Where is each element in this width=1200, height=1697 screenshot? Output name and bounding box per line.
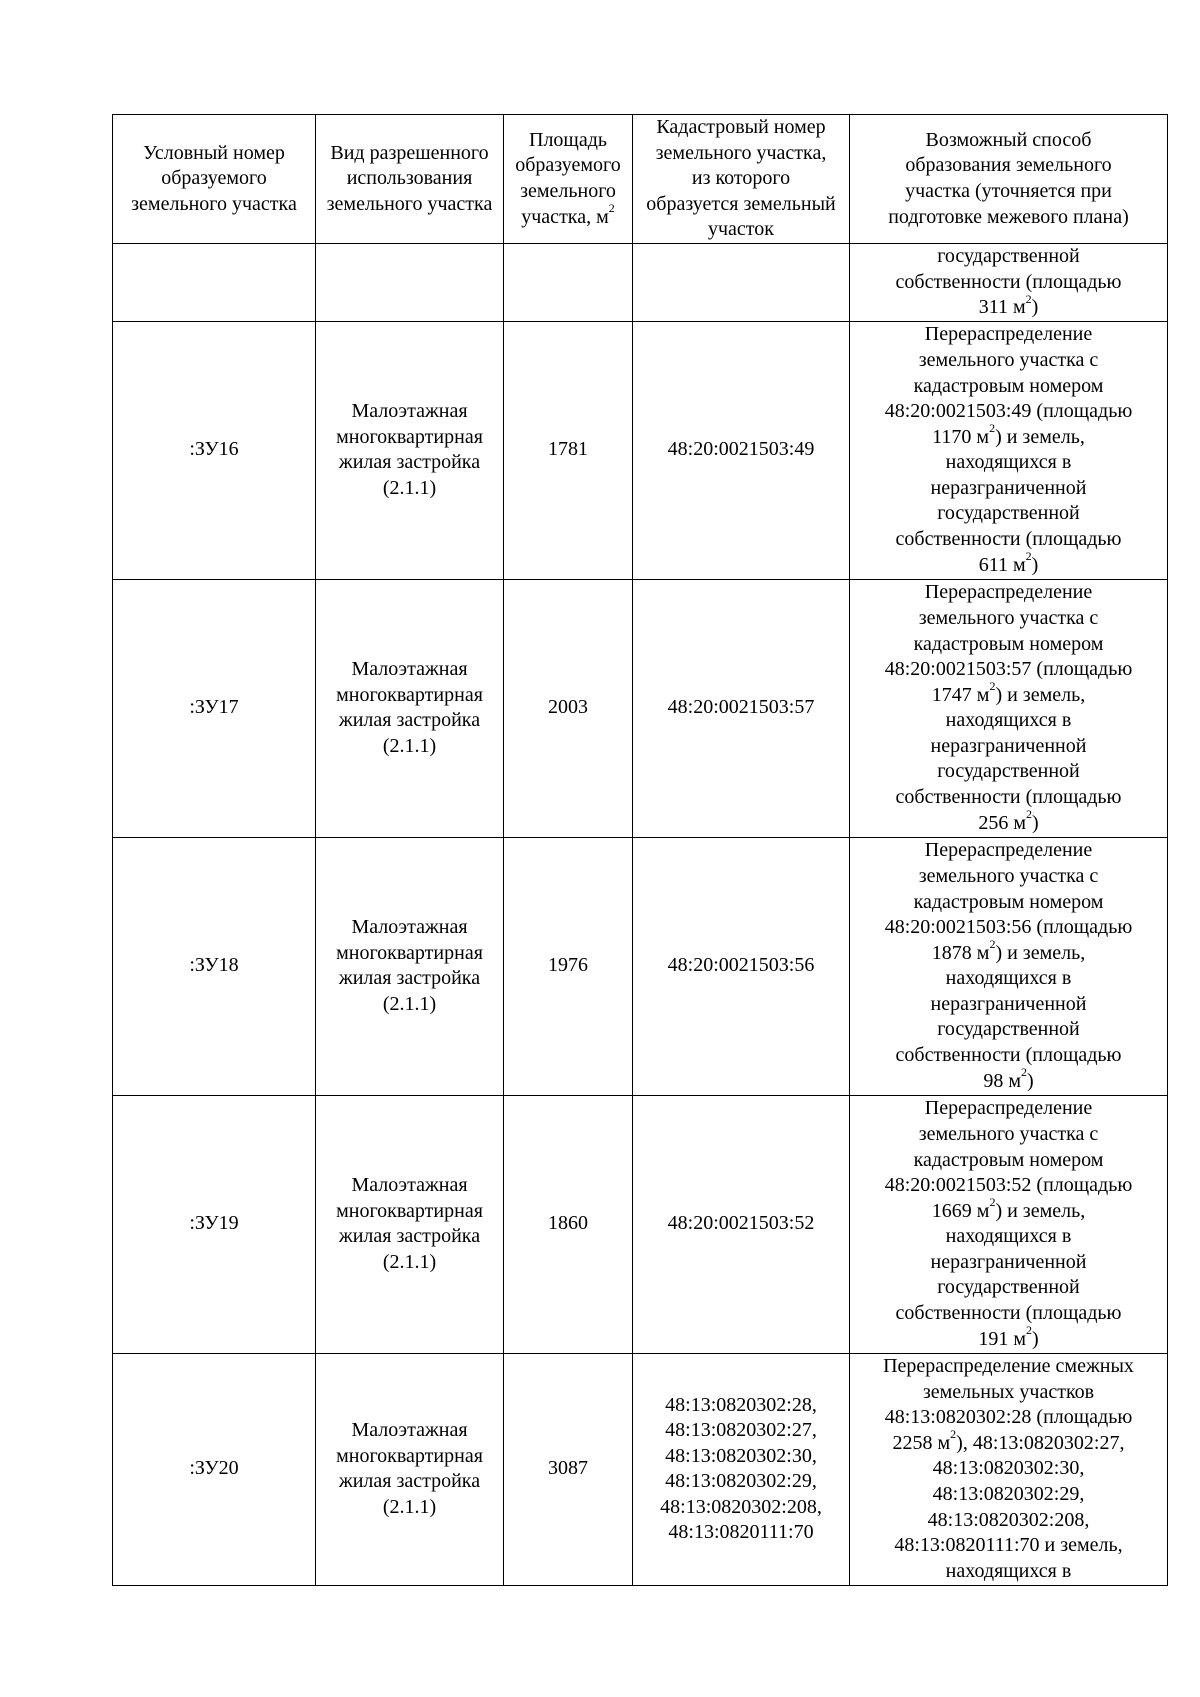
cell-plot-number: :ЗУ16	[113, 321, 316, 579]
cell-area: 1781	[504, 321, 633, 579]
table-row	[113, 1353, 1168, 1585]
cell-empty	[316, 244, 504, 322]
cell-empty	[113, 244, 316, 322]
cell-source-cadastral: 48:20:0021503:57	[633, 579, 850, 837]
header-plot-number: Условный номер образуемого земельного участка	[113, 115, 316, 244]
cell-formation-method: Перераспределение земельного участка с кадастровым номером 48:20:0021503:52 (площадью 1669 $м^2$) и земель, находящихся в неразграниченной государственной собственности (площадью 191 $м^2$)	[850, 1095, 1168, 1353]
cell-formation-method: Перераспределение смежных земельных участков 48:13:0820302:28 (площадью 2258 $м^2$), 48:13:0820302:27, 48:13:0820302:30, 48:13:0820302:29, 48:13:0820302:208, 48:13:0820111:70 и земель, находящихся в	[850, 1353, 1168, 1585]
cell-source-cadastral: 48:20:0021503:52	[633, 1095, 850, 1353]
cell-empty	[633, 244, 850, 322]
land-plots-table	[112, 114, 1168, 1586]
header-permitted-use: Вид разрешенного использования земельного участка	[316, 115, 504, 244]
table-header-row	[113, 115, 1168, 244]
cell-area: 1860	[504, 1095, 633, 1353]
cell-formation-method: Перераспределение земельного участка с кадастровым номером 48:20:0021503:57 (площадью 1747 $м^2$) и земель, находящихся в неразграниченной государственной собственности (площадью 256 $м^2$)	[850, 579, 1168, 837]
cell-formation-method: государственной собственности (площадью 311 $м^2$)	[850, 244, 1168, 322]
cell-source-cadastral: 48:13:0820302:28, 48:13:0820302:27, 48:13:0820302:30, 48:13:0820302:29, 48:13:0820302:208, 48:13:0820111:70	[633, 1353, 850, 1585]
cell-permitted-use: Малоэтажная многоквартирная жилая застройка (2.1.1)	[316, 579, 504, 837]
cell-permitted-use: Малоэтажная многоквартирная жилая застройка (2.1.1)	[316, 1353, 504, 1585]
cell-plot-number: :ЗУ20	[113, 1353, 316, 1585]
cell-formation-method: Перераспределение земельного участка с кадастровым номером 48:20:0021503:56 (площадью 1878 $м^2$) и земель, находящихся в неразграниченной государственной собственности (площадью 98 $м^2$)	[850, 837, 1168, 1095]
cell-empty	[504, 244, 633, 322]
cell-plot-number: :ЗУ18	[113, 837, 316, 1095]
cell-formation-method: Перераспределение земельного участка с кадастровым номером 48:20:0021503:49 (площадью 1170 $м^2$) и земель, находящихся в неразграниченной государственной собственности (площадью 611 $м^2$)	[850, 321, 1168, 579]
cell-area: 3087	[504, 1353, 633, 1585]
cell-source-cadastral: 48:20:0021503:49	[633, 321, 850, 579]
cell-plot-number: :ЗУ19	[113, 1095, 316, 1353]
cell-plot-number: :ЗУ17	[113, 579, 316, 837]
area-unit-superscript: 2	[608, 200, 615, 215]
table-row	[113, 321, 1168, 579]
header-source-cadastral: Кадастровый номер земельного участка, из которого образуется земельный участок	[633, 115, 850, 244]
table-row	[113, 837, 1168, 1095]
table-row	[113, 1095, 1168, 1353]
cell-area: 1976	[504, 837, 633, 1095]
cell-source-cadastral: 48:20:0021503:56	[633, 837, 850, 1095]
continuation-row	[113, 244, 1168, 322]
cell-permitted-use: Малоэтажная многоквартирная жилая застройка (2.1.1)	[316, 1095, 504, 1353]
cell-permitted-use: Малоэтажная многоквартирная жилая застройка (2.1.1)	[316, 321, 504, 579]
header-area: Площадь образуемого земельного участка, $м^2$	[504, 115, 633, 244]
cell-area: 2003	[504, 579, 633, 837]
table-row	[113, 579, 1168, 837]
header-formation-method: Возможный способ образования земельного участка (уточняется при подготовке межевого плана)	[850, 115, 1168, 244]
cell-permitted-use: Малоэтажная многоквартирная жилая застройка (2.1.1)	[316, 837, 504, 1095]
